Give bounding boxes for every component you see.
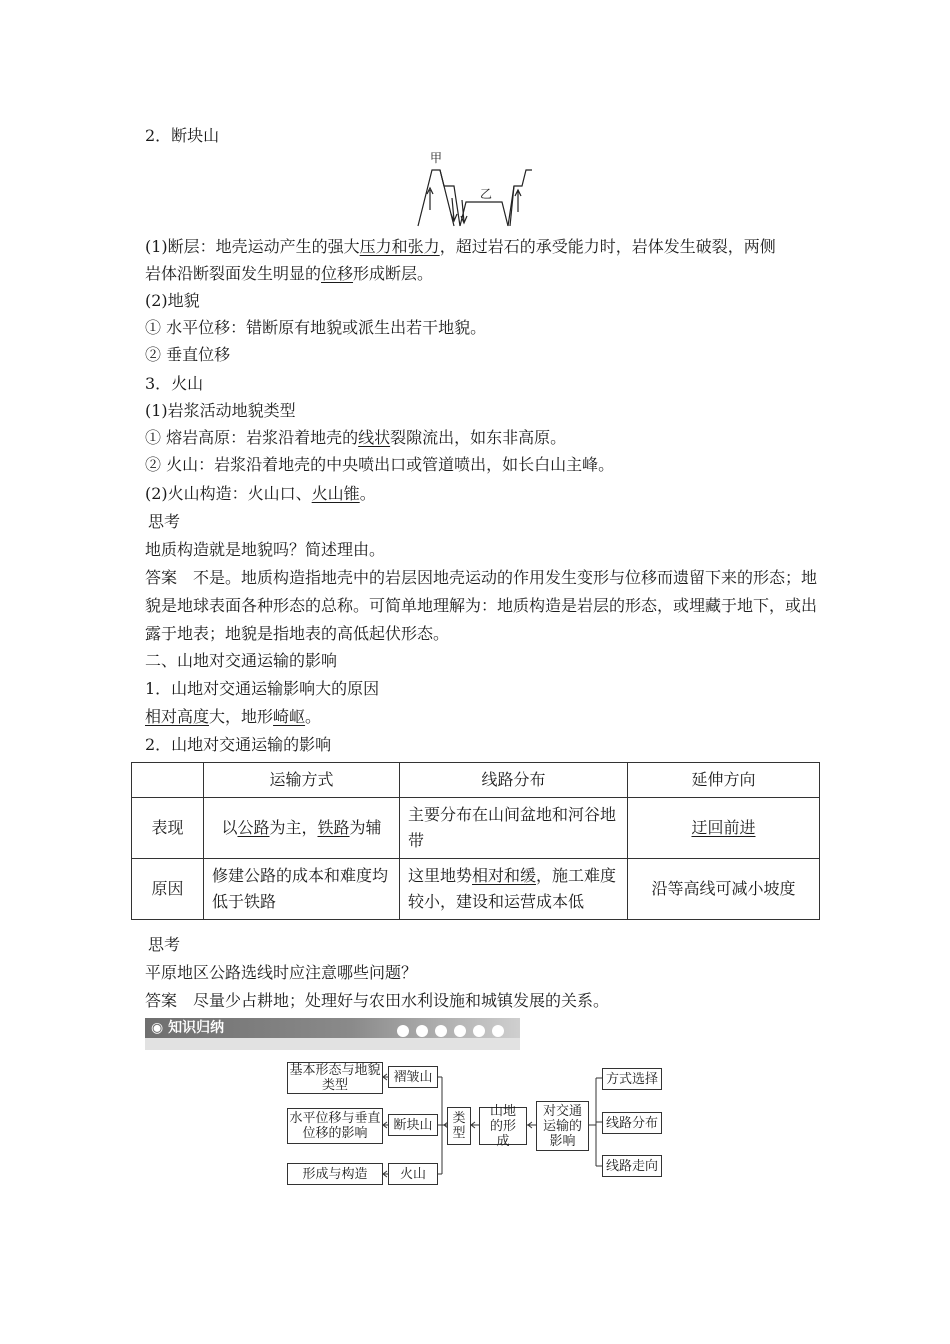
underlined-displacement: 位移: [321, 264, 354, 283]
table-cell: 以公路为主，铁路为辅: [204, 798, 400, 859]
table-header-row: [132, 763, 820, 798]
table-cell: 这里地势相对和缓，施工难度较小，建设和运营成本低: [400, 859, 628, 920]
table-cell: 迂回前进: [628, 798, 820, 859]
node-transport-impact: 对交通运输的影响: [536, 1101, 589, 1151]
right-block-outline: [508, 170, 532, 226]
sub-heading-impact: 2．山地对交通运输的影响: [145, 735, 332, 754]
banner-dots: [397, 1022, 511, 1041]
table-cell: 沿等高线可减小坡度: [628, 859, 820, 920]
think-label-2: 思考: [148, 935, 181, 954]
node-formation-structure: 形成与构造: [287, 1163, 383, 1185]
table-header-cell: [132, 763, 204, 798]
landform-subheading: (2)地貌: [145, 291, 200, 310]
transport-impact-table: [131, 762, 820, 920]
fault-definition-line2: 岩体沿断裂面发生明显的位移形成断层。: [145, 264, 434, 283]
left-fault-step: [440, 170, 460, 226]
fault-block-figure: [410, 150, 540, 230]
horizontal-displacement: ① 水平位移：错断原有地貌或派生出若干地貌。: [145, 318, 487, 337]
vertical-displacement: ② 垂直位移: [145, 345, 231, 364]
heading-mountain-transport: 二、山地对交通运输的影响: [145, 651, 338, 670]
think-question-1: 地质构造就是地貌吗？简述理由。: [145, 540, 386, 559]
table-cell: 修建公路的成本和难度均低于铁路: [204, 859, 400, 920]
heading-fault-block-mountain: 2．断块山: [145, 126, 220, 145]
row-label-performance: 表现: [132, 798, 204, 859]
table-header-cell: 运输方式: [204, 763, 400, 798]
reason-text: 相对高度大，地形崎岖。: [145, 707, 322, 726]
underlined-pressure-tension: 压力和张力: [359, 237, 440, 256]
left-block-outline: [418, 170, 454, 226]
node-types: 类型: [447, 1107, 471, 1145]
table-header-cell: 线路分布: [400, 763, 628, 798]
table-cell: 主要分布在山间盆地和河谷地带: [400, 798, 628, 859]
think-answer-2: 答案 尽量少占耕地；处理好与农田水利设施和城镇发展的关系。: [145, 991, 610, 1010]
row-label-reason: 原因: [132, 859, 204, 920]
node-basic-forms: 基本形态与地貌类型: [287, 1062, 383, 1094]
underlined-rugged: 崎岖: [273, 707, 306, 726]
underlined-relative-height: 相对高度: [145, 707, 210, 726]
node-mountain-formation: 山地的形成: [479, 1107, 527, 1145]
fault-definition-line1: (1)断层：地壳运动产生的强大压力和张力，超过岩石的承受能力时，岩体发生破裂，两侧: [145, 237, 776, 256]
underlined-linear: 线状: [358, 428, 391, 447]
banner-title: ◉ 知识归纳: [151, 1020, 225, 1036]
lava-plateau: ① 熔岩高原：岩浆沿着地壳的线状裂隙流出，如东非高原。: [145, 428, 567, 447]
node-fold-mountain: 褶皱山: [388, 1066, 438, 1088]
node-displacement-effects: 水平位移与垂直位移的影响: [287, 1108, 383, 1144]
table-row: [132, 798, 820, 859]
magma-landform-types: (1)岩浆活动地貌类型: [145, 401, 296, 420]
node-route-distribution: 线路分布: [602, 1112, 662, 1134]
heading-volcano: 3．火山: [145, 374, 204, 393]
label-jia: 甲: [430, 151, 443, 165]
think-answer-1: 答案 不是。地质构造指地壳中的岩层因地壳运动的作用发生变形与位移而遗留下来的形态；地貌是地球表面各种形态的总称。可简单地理解为：地质构造是岩层的形态，或埋藏于地下，或出露于地表；地貌是指地表的高低起伏形态。: [145, 568, 818, 643]
volcano-item: ② 火山：岩浆沿着地壳的中央喷出口或管道喷出，如长白山主峰。: [145, 455, 615, 474]
label-yi: 乙: [480, 187, 493, 201]
table-row: [132, 859, 820, 920]
underlined-volcanic-cone: 火山锥: [311, 484, 360, 503]
knowledge-summary-banner: [145, 1018, 520, 1050]
graben-floor: [460, 202, 508, 226]
think-question-2: 平原地区公路选线时应注意哪些问题？: [145, 963, 418, 982]
sub-heading-reason: 1．山地对交通运输影响大的原因: [145, 679, 380, 698]
table-header-cell: 延伸方向: [628, 763, 820, 798]
volcano-structure: (2)火山构造：火山口、火山锥。: [145, 484, 376, 503]
node-route-direction: 线路走向: [602, 1155, 662, 1177]
node-volcano: 火山: [388, 1163, 438, 1185]
think-label-1: 思考: [148, 512, 181, 531]
node-fault-block-mountain: 断块山: [388, 1114, 438, 1136]
node-mode-choice: 方式选择: [602, 1068, 662, 1090]
